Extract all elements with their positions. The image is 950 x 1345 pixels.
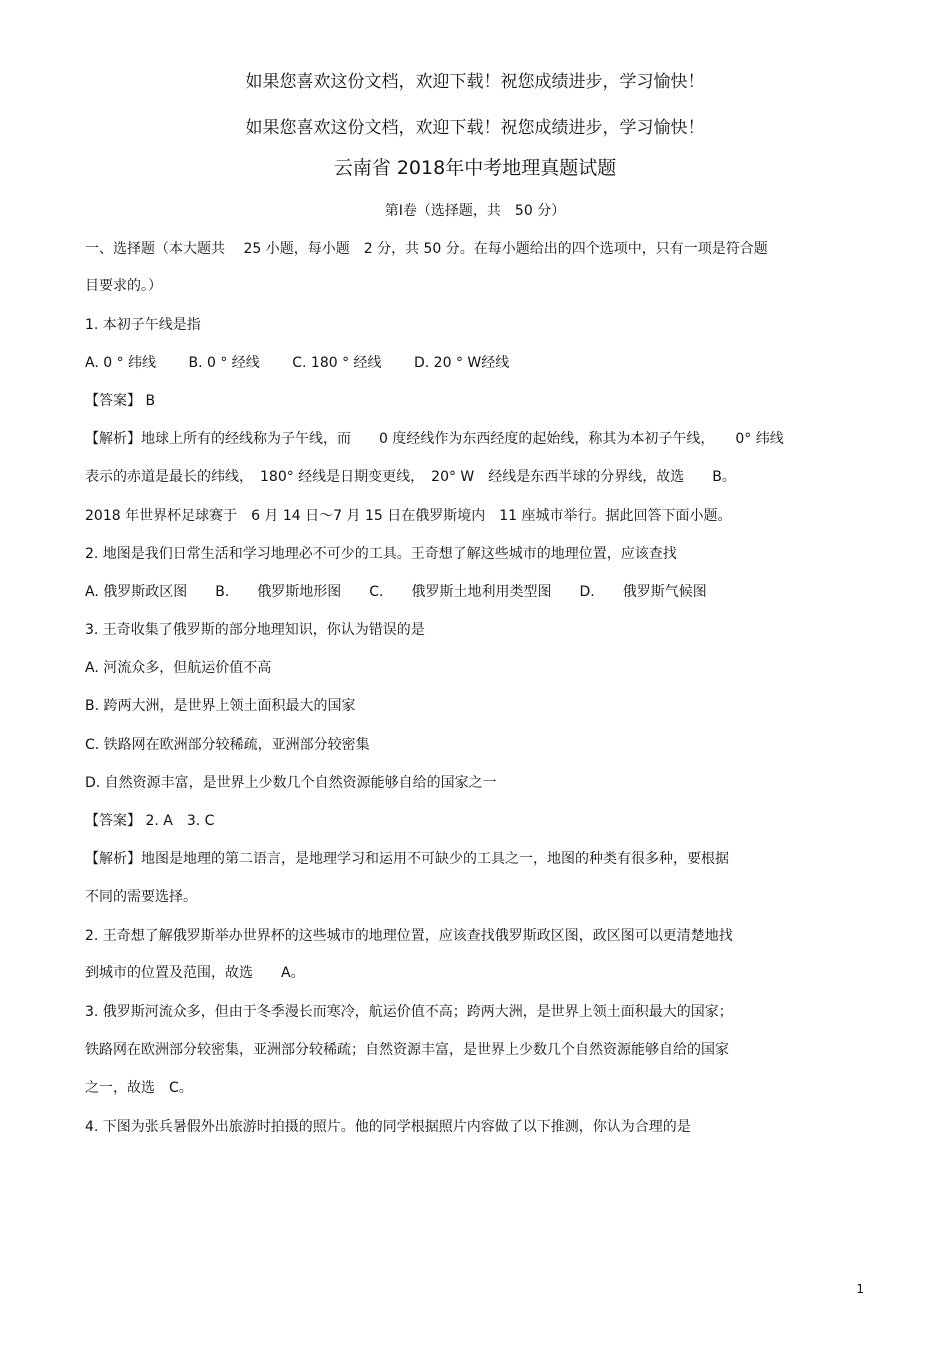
download-banner-1: 如果您喜欢这份文档，欢迎下载！祝您成绩进步，学习愉快！ bbox=[245, 72, 705, 92]
text-line: 到城市的位置及范围，故选 A。 bbox=[85, 965, 305, 981]
text-line: 3. 王奇收集了俄罗斯的部分地理知识，你认为错误的是 bbox=[85, 622, 425, 638]
text-line: 不同的需要选择。 bbox=[85, 889, 197, 905]
text-line: 2. 王奇想了解俄罗斯举办世界杯的这些城市的地理位置，应该查找俄罗斯政区图，政区图可以更清楚地找 bbox=[85, 928, 733, 944]
text-line: 目要求的。） bbox=[85, 278, 162, 294]
text-line: 4. 下图为张兵暑假外出旅游时拍摄的照片。他的同学根据照片内容做了以下推测，你认为合理的是 bbox=[85, 1119, 691, 1135]
text-line: 表示的赤道是最长的纬线， 180° 经线是日期变更线， 20° W 经线是东西半球的分界线，故选 B。 bbox=[85, 469, 736, 485]
text-line: 之一，故选 C。 bbox=[85, 1080, 193, 1096]
text-line: A. 0 ° 纬线 B. 0 ° 经线 C. 180 ° 经线 D. 20 ° W经线 bbox=[85, 355, 510, 371]
text-line: B. 跨两大洲，是世界上领土面积最大的国家 bbox=[85, 698, 356, 714]
text-line: D. 自然资源丰富，是世界上少数几个自然资源能够自给的国家之一 bbox=[85, 775, 497, 791]
text-line: 【解析】地球上所有的经线称为子午线，而 0 度经线作为东西经度的起始线，称其为本初子午线， 0° 纬线 bbox=[85, 431, 784, 447]
text-line: A. 俄罗斯政区图 B. 俄罗斯地形图 C. 俄罗斯土地利用类型图 D. 俄罗斯气候图 bbox=[85, 584, 707, 600]
text-line: C. 铁路网在欧洲部分较稀疏，亚洲部分较密集 bbox=[85, 737, 370, 753]
text-line: A. 河流众多，但航运价值不高 bbox=[85, 660, 272, 676]
download-banner-2: 如果您喜欢这份文档，欢迎下载！祝您成绩进步，学习愉快！ bbox=[245, 118, 705, 138]
text-line: 2. 地图是我们日常生活和学习地理必不可少的工具。王奇想了解这些城市的地理位置，应该查找 bbox=[85, 546, 677, 562]
text-line: 2018 年世界杯足球赛于 6 月 14 日～7 月 15 日在俄罗斯境内 11 座城市举行。据此回答下面小题。 bbox=[85, 508, 732, 524]
text-line: 【答案】 B bbox=[85, 393, 156, 409]
text-line: 3. 俄罗斯河流众多，但由于冬季漫长而寒冷，航运价值不高；跨两大洲，是世界上领土面积最大的国家； bbox=[85, 1004, 733, 1020]
page-number: 1 bbox=[856, 1282, 864, 1296]
page-title: 云南省 2018年中考地理真题试题 bbox=[333, 157, 617, 179]
text-line: 【答案】 2. A 3. C bbox=[85, 813, 215, 829]
text-line: 1. 本初子午线是指 bbox=[85, 317, 201, 333]
text-line: 一、选择题（本大题共 25 小题，每小题 2 分，共 50 分。在每小题给出的四个选项中，只有一项是符合题 bbox=[85, 241, 768, 257]
section-subtitle: 第Ⅰ卷（选择题，共 50 分） bbox=[384, 203, 566, 219]
text-line: 【解析】地图是地理的第二语言，是地理学习和运用不可缺少的工具之一，地图的种类有很多种，要根据 bbox=[85, 851, 729, 867]
text-line: 铁路网在欧洲部分较密集，亚洲部分较稀疏；自然资源丰富，是世界上少数几个自然资源能够自给的国家 bbox=[85, 1042, 729, 1058]
